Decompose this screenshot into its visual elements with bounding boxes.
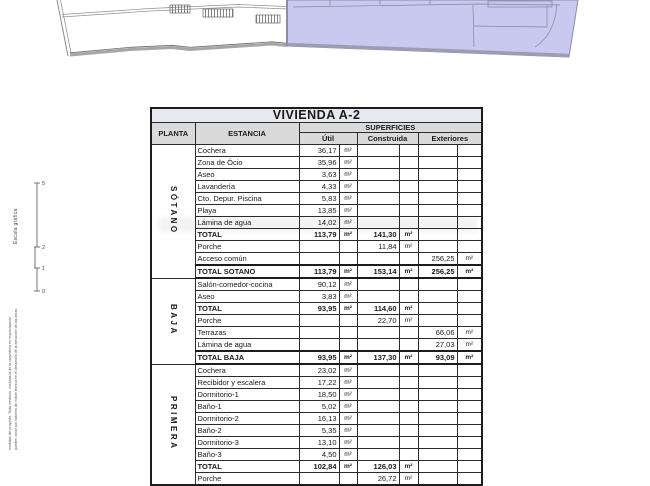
table-row [151,253,482,266]
table-row [151,303,482,315]
construida-unit-cell: m² [399,315,418,327]
construida-value-cell: 22,70 [357,315,399,327]
exteriores-unit-cell [457,473,482,486]
construida-unit-cell [399,181,418,193]
estancia-cell: Acceso común [195,253,299,266]
construida-value-cell [357,157,399,169]
util-unit-cell: m² [339,217,357,229]
exteriores-value-cell [418,205,457,217]
construida-value-cell: 137,30 [357,351,399,364]
col-header-superficies: SUPERFICIES [299,123,482,133]
construida-value-cell [357,217,399,229]
construida-value-cell [357,327,399,339]
util-value-cell: 3,63 [299,169,339,181]
construida-unit-cell: m² [399,351,418,364]
construida-unit-cell [399,377,418,389]
estancia-cell: Porche [195,241,299,253]
table-row [151,364,482,377]
estancia-cell: Porche [195,473,299,486]
table-row [151,461,482,473]
util-value-cell: 13,85 [299,205,339,217]
construida-value-cell [357,205,399,217]
table-row [151,193,482,205]
exteriores-value-cell: 256,25 [418,265,457,278]
estancia-cell: Lámina de agua [195,217,299,229]
util-value-cell: 113,79 [299,265,339,278]
util-unit-cell: m² [339,413,357,425]
table-row [151,401,482,413]
construida-unit-cell [399,449,418,461]
util-unit-cell: m² [339,449,357,461]
util-value-cell: 93,95 [299,303,339,315]
exteriores-value-cell [418,278,457,291]
construida-value-cell: 126,03 [357,461,399,473]
exteriores-value-cell [418,364,457,377]
exteriores-unit-cell [457,193,482,205]
plan-highlighted-unit [287,0,578,57]
exteriores-unit-cell [457,145,482,157]
table-row [151,145,482,157]
construida-unit-cell [399,437,418,449]
plan-left-section [57,0,287,56]
table-row [151,157,482,169]
util-value-cell: 5,83 [299,193,339,205]
exteriores-value-cell: 93,09 [418,351,457,364]
table-row [151,425,482,437]
util-unit-cell: m² [339,425,357,437]
util-value-cell: 23,02 [299,364,339,377]
exteriores-unit-cell [457,389,482,401]
util-value-cell [299,473,339,486]
estancia-cell: Lavandería [195,181,299,193]
exteriores-unit-cell [457,291,482,303]
table-header-row-1 [151,123,482,133]
estancia-cell: Aseo [195,169,299,181]
util-value-cell: 4,50 [299,449,339,461]
util-unit-cell: m² [339,181,357,193]
estancia-cell: TOTAL [195,229,299,241]
exteriores-unit-cell [457,437,482,449]
util-unit-cell: m² [339,437,357,449]
exteriores-unit-cell [457,315,482,327]
construida-value-cell [357,389,399,401]
scale-tick-1: 1 [42,266,46,272]
estancia-cell: Aseo [195,291,299,303]
col-header-exteriores: Exteriores [418,133,482,145]
estancia-cell: Salón-comedor-cocina [195,278,299,291]
exteriores-unit-cell [457,449,482,461]
exteriores-value-cell [418,229,457,241]
util-unit-cell: m² [339,377,357,389]
construida-value-cell: 141,30 [357,229,399,241]
exteriores-value-cell [418,315,457,327]
exteriores-value-cell: 27,03 [418,339,457,352]
table-title-row [151,108,482,123]
util-value-cell: 4,33 [299,181,339,193]
util-unit-cell [339,241,357,253]
table-row [151,181,482,193]
planta-label: BAJA [151,278,195,364]
construida-unit-cell [399,413,418,425]
construida-unit-cell [399,157,418,169]
construida-unit-cell [399,339,418,352]
construida-unit-cell: m² [399,303,418,315]
estancia-cell: Baño-2 [195,425,299,437]
construida-unit-cell [399,327,418,339]
col-header-estancia: ESTANCIA [195,123,299,145]
construida-unit-cell [399,401,418,413]
util-value-cell: 90,12 [299,278,339,291]
util-value-cell [299,253,339,266]
exteriores-unit-cell: m² [457,265,482,278]
util-value-cell: 3,83 [299,291,339,303]
util-unit-cell: m² [339,291,357,303]
floor-plan-drawing [0,0,650,70]
scale-tick-5: 5 [42,181,46,187]
estancia-cell: Terrazas [195,327,299,339]
exteriores-unit-cell [457,217,482,229]
exteriores-value-cell [418,303,457,315]
exteriores-value-cell [418,157,457,169]
util-value-cell: 18,50 [299,389,339,401]
exteriores-unit-cell [457,401,482,413]
exteriores-unit-cell [457,303,482,315]
construida-value-cell [357,291,399,303]
util-value-cell: 113,79 [299,229,339,241]
exteriores-unit-cell [457,425,482,437]
estancia-cell: Playa [195,205,299,217]
scale-tick-2: 2 [42,245,46,251]
estancia-cell: Dormitorio-2 [195,413,299,425]
estancia-cell: Dormitorio-3 [195,437,299,449]
construida-value-cell: 11,84 [357,241,399,253]
util-unit-cell: m² [339,389,357,401]
exteriores-unit-cell [457,364,482,377]
graphic-scale-ruler [26,176,52,300]
exteriores-unit-cell [457,157,482,169]
estancia-cell: Cochera [195,364,299,377]
estancia-cell: Recibidor y escalera [195,377,299,389]
exteriores-value-cell [418,473,457,486]
exteriores-value-cell [418,169,457,181]
construida-unit-cell: m² [399,473,418,486]
util-unit-cell [339,253,357,266]
util-unit-cell: m² [339,461,357,473]
construida-value-cell [357,145,399,157]
construida-value-cell [357,193,399,205]
exteriores-unit-cell [457,229,482,241]
exteriores-value-cell [418,437,457,449]
scale-caption: Escala gráfica [13,208,19,244]
util-unit-cell [339,315,357,327]
table-row [151,351,482,364]
col-header-util: Útil [299,133,357,145]
construida-unit-cell [399,217,418,229]
superficies-table [150,107,483,486]
util-value-cell: 14,02 [299,217,339,229]
util-unit-cell: m² [339,351,357,364]
util-unit-cell [339,473,357,486]
construida-unit-cell [399,169,418,181]
estancia-cell: TOTAL SOTANO [195,265,299,278]
construida-unit-cell [399,253,418,266]
exteriores-unit-cell [457,461,482,473]
exteriores-unit-cell [457,377,482,389]
exteriores-value-cell [418,377,457,389]
util-value-cell: 17,22 [299,377,339,389]
construida-value-cell [357,401,399,413]
util-value-cell: 5,35 [299,425,339,437]
util-unit-cell: m² [339,364,357,377]
construida-value-cell: 114,60 [357,303,399,315]
util-value-cell [299,241,339,253]
col-header-planta: PLANTA [151,123,195,145]
util-unit-cell: m² [339,229,357,241]
util-unit-cell: m² [339,193,357,205]
util-value-cell: 102,84 [299,461,339,473]
util-value-cell [299,327,339,339]
estancia-cell: Cochera [195,145,299,157]
construida-unit-cell: m² [399,229,418,241]
table-row [151,389,482,401]
util-value-cell: 16,13 [299,413,339,425]
construida-value-cell [357,437,399,449]
table-row [151,278,482,291]
estancia-cell: Cto. Depur. Piscina [195,193,299,205]
table-row [151,291,482,303]
construida-unit-cell [399,193,418,205]
scale-tick-0: 0 [42,289,46,295]
construida-unit-cell: m² [399,461,418,473]
exteriores-value-cell [418,181,457,193]
construida-unit-cell [399,205,418,217]
estancia-cell: Dormitorio-1 [195,389,299,401]
table-row [151,205,482,217]
table-row [151,377,482,389]
estancia-cell: TOTAL [195,461,299,473]
estancia-cell: TOTAL [195,303,299,315]
stairs-hatch-2 [203,9,233,17]
exteriores-unit-cell: m² [457,339,482,352]
construida-value-cell [357,413,399,425]
construida-unit-cell [399,389,418,401]
estancia-cell: Lámina de agua [195,339,299,352]
table-row [151,217,482,229]
exteriores-value-cell: 66,06 [418,327,457,339]
construida-unit-cell [399,425,418,437]
util-unit-cell: m² [339,265,357,278]
table-body [151,145,482,486]
exteriores-unit-cell [457,278,482,291]
exteriores-unit-cell [457,169,482,181]
estancia-cell: Zona de Ócio [195,157,299,169]
estancia-cell: Baño-1 [195,401,299,413]
exteriores-value-cell [418,425,457,437]
table-row [151,339,482,352]
exteriores-unit-cell [457,241,482,253]
construida-unit-cell [399,145,418,157]
table-row [151,169,482,181]
exteriores-value-cell [418,449,457,461]
construida-value-cell [357,253,399,266]
construida-value-cell: 26,72 [357,473,399,486]
table-title: VIVIENDA A-2 [151,108,482,123]
table-row [151,413,482,425]
util-unit-cell: m² [339,401,357,413]
util-value-cell: 5,02 [299,401,339,413]
exteriores-value-cell [418,461,457,473]
table-row [151,449,482,461]
table-row [151,241,482,253]
table-row [151,437,482,449]
exteriores-unit-cell [457,205,482,217]
exteriores-unit-cell: m² [457,253,482,266]
exteriores-value-cell: 256,25 [418,253,457,266]
util-value-cell: 93,95 [299,351,339,364]
util-value-cell [299,339,339,352]
exteriores-value-cell [418,241,457,253]
exteriores-value-cell [418,413,457,425]
exteriores-unit-cell [457,181,482,193]
stairs-hatch-1 [170,5,190,13]
exteriores-value-cell [418,389,457,401]
construida-value-cell [357,181,399,193]
util-value-cell [299,315,339,327]
table-row [151,229,482,241]
construida-value-cell [357,339,399,352]
exteriores-value-cell [418,145,457,157]
util-unit-cell [339,339,357,352]
util-unit-cell: m² [339,205,357,217]
construida-unit-cell [399,291,418,303]
util-value-cell: 13,10 [299,437,339,449]
construida-value-cell [357,425,399,437]
construida-unit-cell [399,278,418,291]
construida-value-cell [357,449,399,461]
planta-label: SÓTANO [151,145,195,279]
table-row [151,315,482,327]
exteriores-value-cell [418,291,457,303]
table-row [151,265,482,278]
planta-label: PRIMERA [151,364,195,485]
col-header-construida: Construida [357,133,418,145]
construida-value-cell: 153,14 [357,265,399,278]
util-unit-cell: m² [339,169,357,181]
estancia-cell: Baño-3 [195,449,299,461]
stairs-hatch-3 [256,15,280,23]
util-value-cell: 36,17 [299,145,339,157]
util-unit-cell: m² [339,145,357,157]
construida-value-cell [357,169,399,181]
construida-unit-cell: m² [399,265,418,278]
table-row [151,327,482,339]
exteriores-value-cell [418,217,457,229]
construida-value-cell [357,364,399,377]
estancia-cell: TOTAL BAJA [195,351,299,364]
util-unit-cell: m² [339,278,357,291]
exteriores-unit-cell: m² [457,327,482,339]
construida-value-cell [357,278,399,291]
margin-disclaimer-line2: pueden variar por razones de índole técnica en el desarrollo de la ejecución de las obras [14,308,18,450]
construida-unit-cell: m² [399,241,418,253]
util-unit-cell: m² [339,303,357,315]
util-unit-cell [339,327,357,339]
table-row [151,473,482,486]
util-unit-cell: m² [339,157,357,169]
exteriores-unit-cell: m² [457,351,482,364]
exteriores-unit-cell [457,413,482,425]
construida-unit-cell [399,364,418,377]
construida-value-cell [357,377,399,389]
estancia-cell: Porche [195,315,299,327]
exteriores-value-cell [418,401,457,413]
exteriores-value-cell [418,193,457,205]
util-value-cell: 35,96 [299,157,339,169]
margin-disclaimer-line1: medidas del proyecto. Toda medición, excluida la de la carpintería en improvisación [8,317,12,450]
